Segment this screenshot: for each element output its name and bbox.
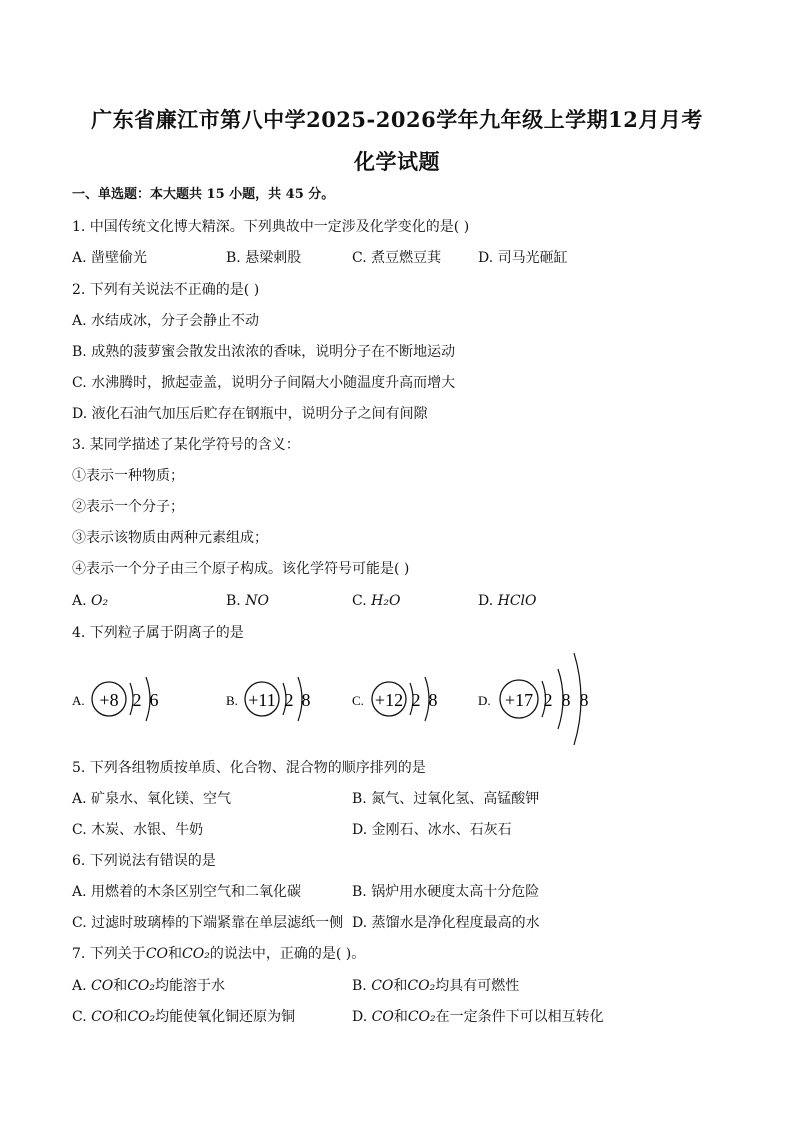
exam-title: 广东省廉江市第八中学2025-2026学年九年级上学期12月月考 (91, 107, 703, 132)
nucleus-charge-b: +11 (248, 690, 276, 710)
q7-option-d: D. CO和CO₂在一定条件下可以相互转化 (352, 1009, 604, 1025)
exam-subject: 化学试题 (354, 149, 440, 174)
q3-option-b: B. NO (226, 593, 269, 609)
shell-count-d-3: 8 (579, 690, 589, 710)
q5-option-a: A. 矿泉水、氧化镁、空气 (72, 791, 232, 807)
q3-formula-b: NO (245, 593, 269, 609)
q4-letter-a: A. (72, 693, 85, 708)
q4-option-b (226, 650, 336, 750)
shell-count-d-1: 2 (543, 690, 553, 710)
q3-option-c: C. H₂O (352, 593, 401, 609)
q7-option-a: A. CO和CO₂均能溶于水 (72, 978, 226, 994)
q4-option-a (72, 650, 182, 750)
formula-co2: CO₂ (182, 946, 210, 962)
shell-count-d-2: 8 (561, 690, 571, 710)
atom-diagram-d (478, 650, 608, 750)
shell-count-c-1: 2 (411, 690, 421, 710)
q1-option-b: B. 悬梁刺股 (226, 250, 302, 266)
q2-option-b: B. 成熟的菠萝蜜会散发出浓浓的香味，说明分子在不断地运动 (72, 344, 456, 360)
q5-option-b: B. 氮气、过氧化氢、高锰酸钾 (352, 791, 540, 807)
atom-diagram-a (72, 650, 182, 750)
q5-option-c: C. 木炭、水银、牛奶 (72, 822, 204, 838)
formula-co: CO (145, 946, 169, 962)
q1-option-c: C. 煮豆燃豆萁 (352, 250, 442, 266)
q4-option-d (478, 650, 608, 750)
section-heading: 一、单选题：本大题共 15 小题，共 45 分。 (72, 187, 335, 202)
question-6-stem: 6. 下列说法有错误的是 (72, 853, 216, 869)
atom-diagram-b (226, 650, 336, 750)
nucleus-charge-a: +8 (99, 690, 119, 710)
atom-diagram-c (352, 650, 462, 750)
q1-option-a: A. 凿壁偷光 (72, 250, 148, 266)
q2-option-a: A. 水结成冰，分子会静止不动 (72, 313, 260, 329)
question-4-stem: 4. 下列粒子属于阴离子的是 (72, 625, 244, 641)
shell-count-b-2: 8 (301, 690, 311, 710)
q6-option-b: B. 锅炉用水硬度太高十分危险 (352, 884, 540, 900)
question-7-stem: 7. 下列关于CO和CO₂的说法中，正确的是( )。 (72, 946, 366, 962)
q4-letter-c: C. (352, 693, 364, 708)
q3-formula-c: H₂O (371, 593, 401, 609)
q3-item-2: ②表示一个分子； (72, 499, 184, 515)
q5-option-d: D. 金刚石、冰水、石灰石 (352, 822, 512, 838)
q6-option-c: C. 过滤时玻璃棒的下端紧靠在单层滤纸一侧 (72, 915, 344, 931)
q3-formula-d: HClO (497, 593, 537, 609)
q3-item-3: ③表示该物质由两种元素组成； (72, 530, 268, 546)
q4-letter-d: D. (478, 693, 491, 708)
q6-option-d: D. 蒸馏水是净化程度最高的水 (352, 915, 540, 931)
shell-count-a-1: 2 (132, 690, 142, 710)
q2-option-d: D. 液化石油气加压后贮存在钢瓶中，说明分子之间有间隙 (72, 406, 428, 422)
shell-count-a-2: 6 (149, 690, 159, 710)
q2-option-c: C. 水沸腾时，掀起壶盖，说明分子间隔大小随温度升高而增大 (72, 375, 456, 391)
q7-option-c: C. CO和CO₂均能使氧化铜还原为铜 (72, 1009, 296, 1025)
q4-letter-b: B. (226, 693, 238, 708)
q6-option-a: A. 用燃着的木条区别空气和二氧化碳 (72, 884, 302, 900)
q3-item-4: ④表示一个分子由三个原子构成。该化学符号可能是( ) (72, 561, 410, 577)
q7-option-b: B. CO和CO₂均具有可燃性 (352, 978, 520, 994)
q4-option-c (352, 650, 462, 750)
question-3-stem: 3. 某同学描述了某化学符号的含义： (72, 437, 300, 453)
question-2-stem: 2. 下列有关说法不正确的是( ) (72, 282, 260, 298)
shell-count-b-1: 2 (284, 690, 294, 710)
question-5-stem: 5. 下列各组物质按单质、化合物、混合物的顺序排列的是 (72, 760, 426, 776)
shell-count-c-2: 8 (428, 690, 438, 710)
q1-option-d: D. 司马光砸缸 (478, 250, 568, 266)
q3-item-1: ①表示一种物质； (72, 468, 184, 484)
nucleus-charge-c: +12 (374, 690, 404, 710)
q3-formula-a: O₂ (91, 593, 109, 609)
nucleus-charge-d: +17 (504, 690, 534, 710)
q3-option-d: D. HClO (478, 593, 537, 609)
question-1-stem: 1. 中国传统文化博大精深。下列典故中一定涉及化学变化的是( ) (72, 219, 470, 235)
q3-option-a: A. O₂ (72, 593, 109, 609)
